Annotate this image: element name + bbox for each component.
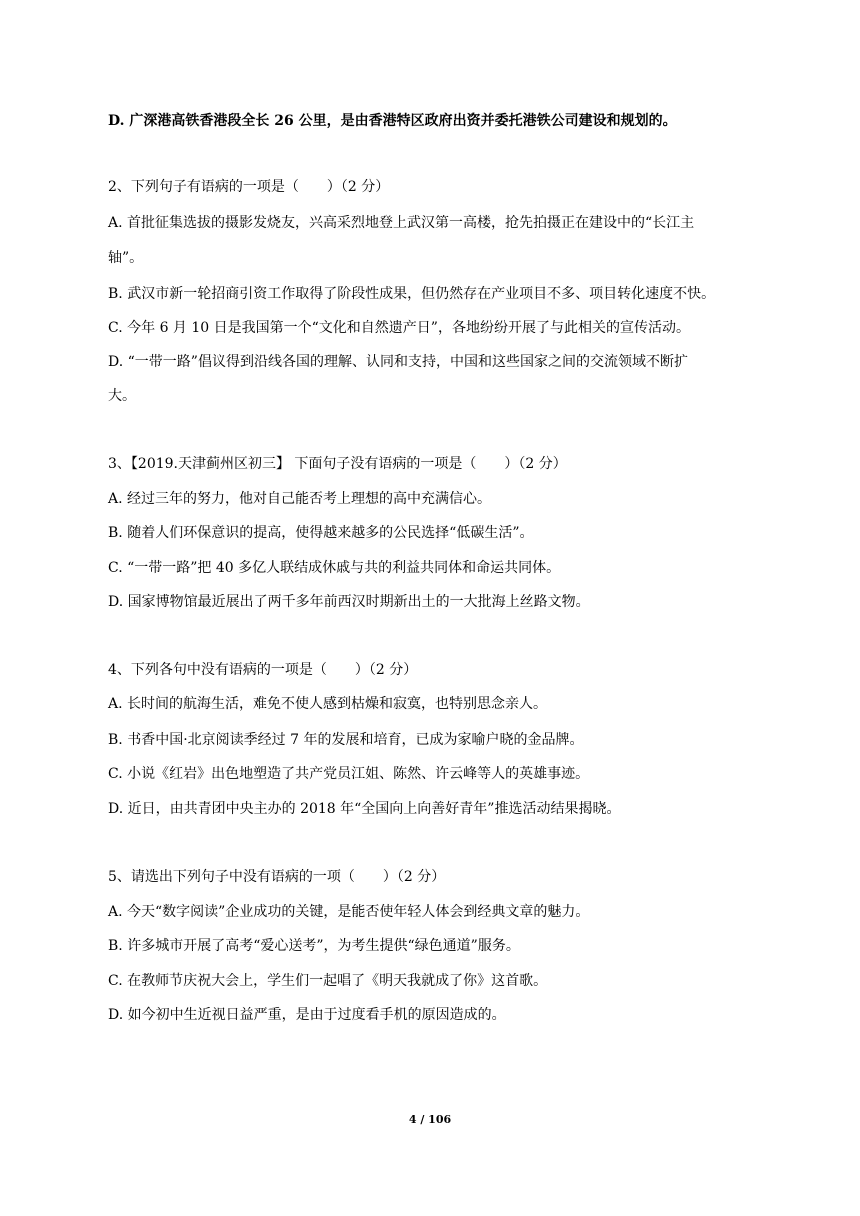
q4-stem: 4、下列各句中没有语病的一项是（ ）（2 分） (108, 662, 418, 678)
q5-option-d: D. 如今初中生近视日益严重，是由于过度看手机的原因造成的。 (108, 1007, 506, 1023)
q4-option-c: C. 小说《红岩》出色地塑造了共产党员江姐、陈然、许云峰等人的英雄事迹。 (108, 766, 590, 782)
q2-option-a: A. 首批征集选拔的摄影发烧友，兴高采烈地登上武汉第一高楼，抢先拍摄正在建设中的“长江主 (108, 215, 695, 231)
q5-option-b: B. 许多城市开展了高考“爱心送考”，为考生提供“绿色通道”服务。 (108, 938, 520, 954)
q5-stem: 5、请选出下列句子中没有语病的一项（ ）（2 分） (108, 869, 446, 885)
q3-option-a: A. 经过三年的努力，他对自己能否考上理想的高中充满信心。 (108, 491, 492, 507)
q2-stem: 2、下列句子有语病的一项是（ ）（2 分） (108, 179, 390, 195)
q2-option-d: D. “一带一路”倡议得到沿线各国的理解、认同和支持，中国和这些国家之间的交流领域不断扩 (108, 354, 688, 370)
q5-option-a: A. 今天“数字阅读”企业成功的关键，是能否使年轻人体会到经典文章的魅力。 (108, 904, 590, 920)
q3-option-c: C. “一带一路”把 40 多亿人联结成休戚与共的利益共同体和命运共同体。 (108, 560, 561, 576)
q4-option-d: D. 近日，由共青团中央主办的 2018 年“全国向上向善好青年”推选活动结果揭晓。 (108, 801, 621, 817)
q3-option-b: B. 随着人们环保意识的提高，使得越来越多的公民选择“低碳生活”。 (108, 525, 534, 541)
q2-option-a-cont: 轴”。 (108, 250, 144, 266)
q1-option-d: D. 广深港高铁香港段全长 26 公里，是由香港特区政府出资并委托港铁公司建设和规划的。 (108, 113, 677, 129)
q4-option-a: A. 长时间的航海生活，难免不使人感到枯燥和寂寞，也特别思念亲人。 (108, 696, 548, 712)
q2-option-b: B. 武汉市新一轮招商引资工作取得了阶段性成果，但仍然存在产业项目不多、项目转化速度不快。 (108, 286, 716, 302)
q3-stem: 3、【2019.天津蓟州区初三】 下面句子没有语病的一项是（ ）（2 分） (108, 456, 567, 472)
q2-option-d-cont: 大。 (108, 388, 136, 404)
q3-option-d: D. 国家博物馆最近展出了两千多年前西汉时期新出土的一大批海上丝路文物。 (108, 594, 590, 610)
q2-option-c: C. 今年 6 月 10 日是我国第一个“文化和自然遗产日”，各地纷纷开展了与此相关的宣传活动。 (108, 320, 690, 336)
page-number: 4 / 106 (408, 1113, 452, 1126)
q4-option-b: B. 书香中国·北京阅读季经过 7 年的发展和培育，已成为家喻户晓的金品牌。 (108, 732, 584, 748)
q5-option-c: C. 在教师节庆祝大会上，学生们一起唱了《明天我就成了你》这首歌。 (108, 973, 548, 989)
